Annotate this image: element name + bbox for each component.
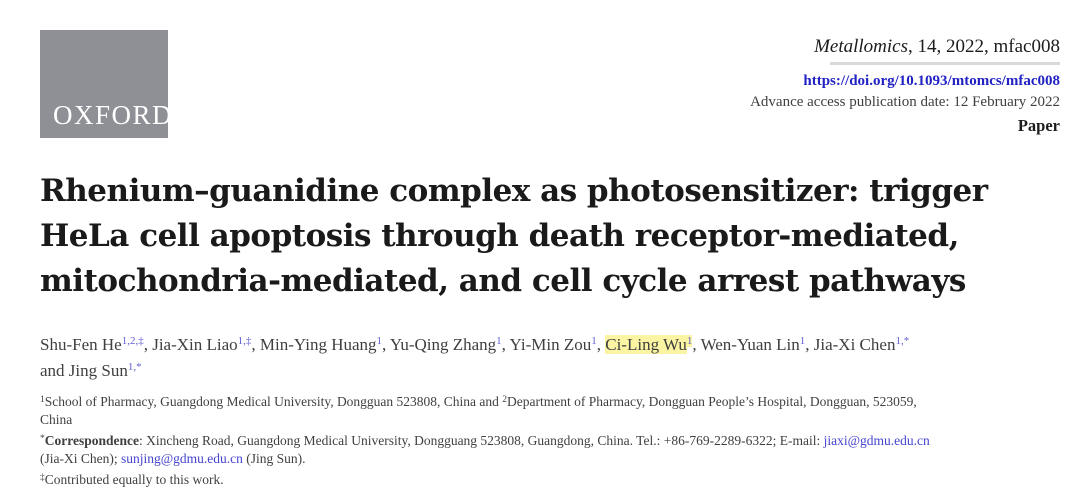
text-segment: Rhenium–guanidine complex as photosensitizer: trigger <box>40 173 988 209</box>
article-type-label: Paper <box>1017 116 1060 135</box>
text-segment: , <box>382 335 390 354</box>
highlighted-author-sup: 1 <box>686 335 693 347</box>
text-segment: Shu-Fen He <box>40 335 122 354</box>
text-segment: 1,2,‡ <box>121 335 144 347</box>
journal-citation <box>750 36 1060 58</box>
equal-contribution-note <box>40 469 1070 489</box>
text-segment: 1,* <box>127 361 142 373</box>
text-segment: Jia-Xin Liao <box>152 335 238 354</box>
text-segment: 1 <box>496 335 502 347</box>
text-segment: (Jing Sun). <box>242 451 306 467</box>
highlighted-author: Ci-Ling Wu <box>605 335 687 354</box>
text-segment: HeLa cell apoptosis through death receptor-mediated, <box>40 218 959 254</box>
text-segment: , 14, 2022, mfac008 <box>908 36 1060 57</box>
text-segment: 1,* <box>895 335 910 347</box>
text-segment: 1 <box>40 395 45 405</box>
text-segment: China <box>40 412 73 428</box>
text-segment: Wen-Yuan Lin <box>700 335 800 354</box>
text-segment: 1,‡ <box>237 335 252 347</box>
text-segment: , <box>596 335 606 354</box>
text-segment: Jia-Xi Chen <box>813 335 896 354</box>
text-segment: 1 <box>799 335 806 347</box>
article-title <box>40 169 988 304</box>
text-segment: 1 <box>591 335 597 347</box>
text-segment: School of Pharmacy, Guangdong Medical University, Dongguan 523808, China and <box>44 394 503 409</box>
correspondence-note <box>40 430 1070 469</box>
text-segment: Correspondence <box>44 432 139 448</box>
advance-access-date: Advance access publication date: 12 February 2022 <box>750 94 1060 110</box>
text-segment: ‡ <box>40 472 45 483</box>
text-segment: 2 <box>502 395 508 405</box>
text-segment: Department of Pharmacy, Dongguan People’s Hospital, Dongguan, 523059, <box>507 394 917 409</box>
email-link-sunjing[interactable]: sunjing@gdmu.edu.cn <box>120 451 243 467</box>
affiliations-block <box>40 391 1070 489</box>
text-segment: Contributed equally to this work. <box>44 471 224 487</box>
text-segment: mitochondria-mediated, and cell cycle arrest pathways <box>40 263 966 299</box>
text-segment: Yu-Qing Zhang <box>389 335 497 354</box>
email-link-jiaxi[interactable]: jiaxi@gdmu.edu.cn <box>823 432 930 448</box>
text-segment: * <box>40 433 45 444</box>
author-list <box>40 330 909 382</box>
doi-link[interactable]: https://doi.org/10.1093/mtomcs/mfac008 <box>803 73 1060 89</box>
text-segment: Yi-Min Zou <box>509 335 592 354</box>
text-segment: , <box>251 335 260 354</box>
text-segment: : Xincheng Road, Guangdong Medical University, Dongguang 523808, Guangdong, China. Tel.: +86-769-2289-6322; E-mail: <box>139 432 824 448</box>
journal-info-block <box>750 36 1060 136</box>
text-segment: , <box>805 335 814 354</box>
oxford-logo <box>40 30 174 138</box>
text-segment: , <box>143 335 153 354</box>
text-segment: and Jing Sun <box>40 361 128 380</box>
text-segment: (Jia-Xi Chen); <box>40 451 121 467</box>
oxford-logo-text: OXFORD <box>53 100 174 130</box>
text-segment: , <box>692 335 701 354</box>
text-segment: Metallomics <box>814 36 909 57</box>
citation-divider <box>830 62 1060 65</box>
text-segment: 1 <box>376 335 383 347</box>
text-segment: , <box>501 335 510 354</box>
affiliations <box>40 391 1070 430</box>
text-segment: Min-Ying Huang <box>259 335 377 354</box>
